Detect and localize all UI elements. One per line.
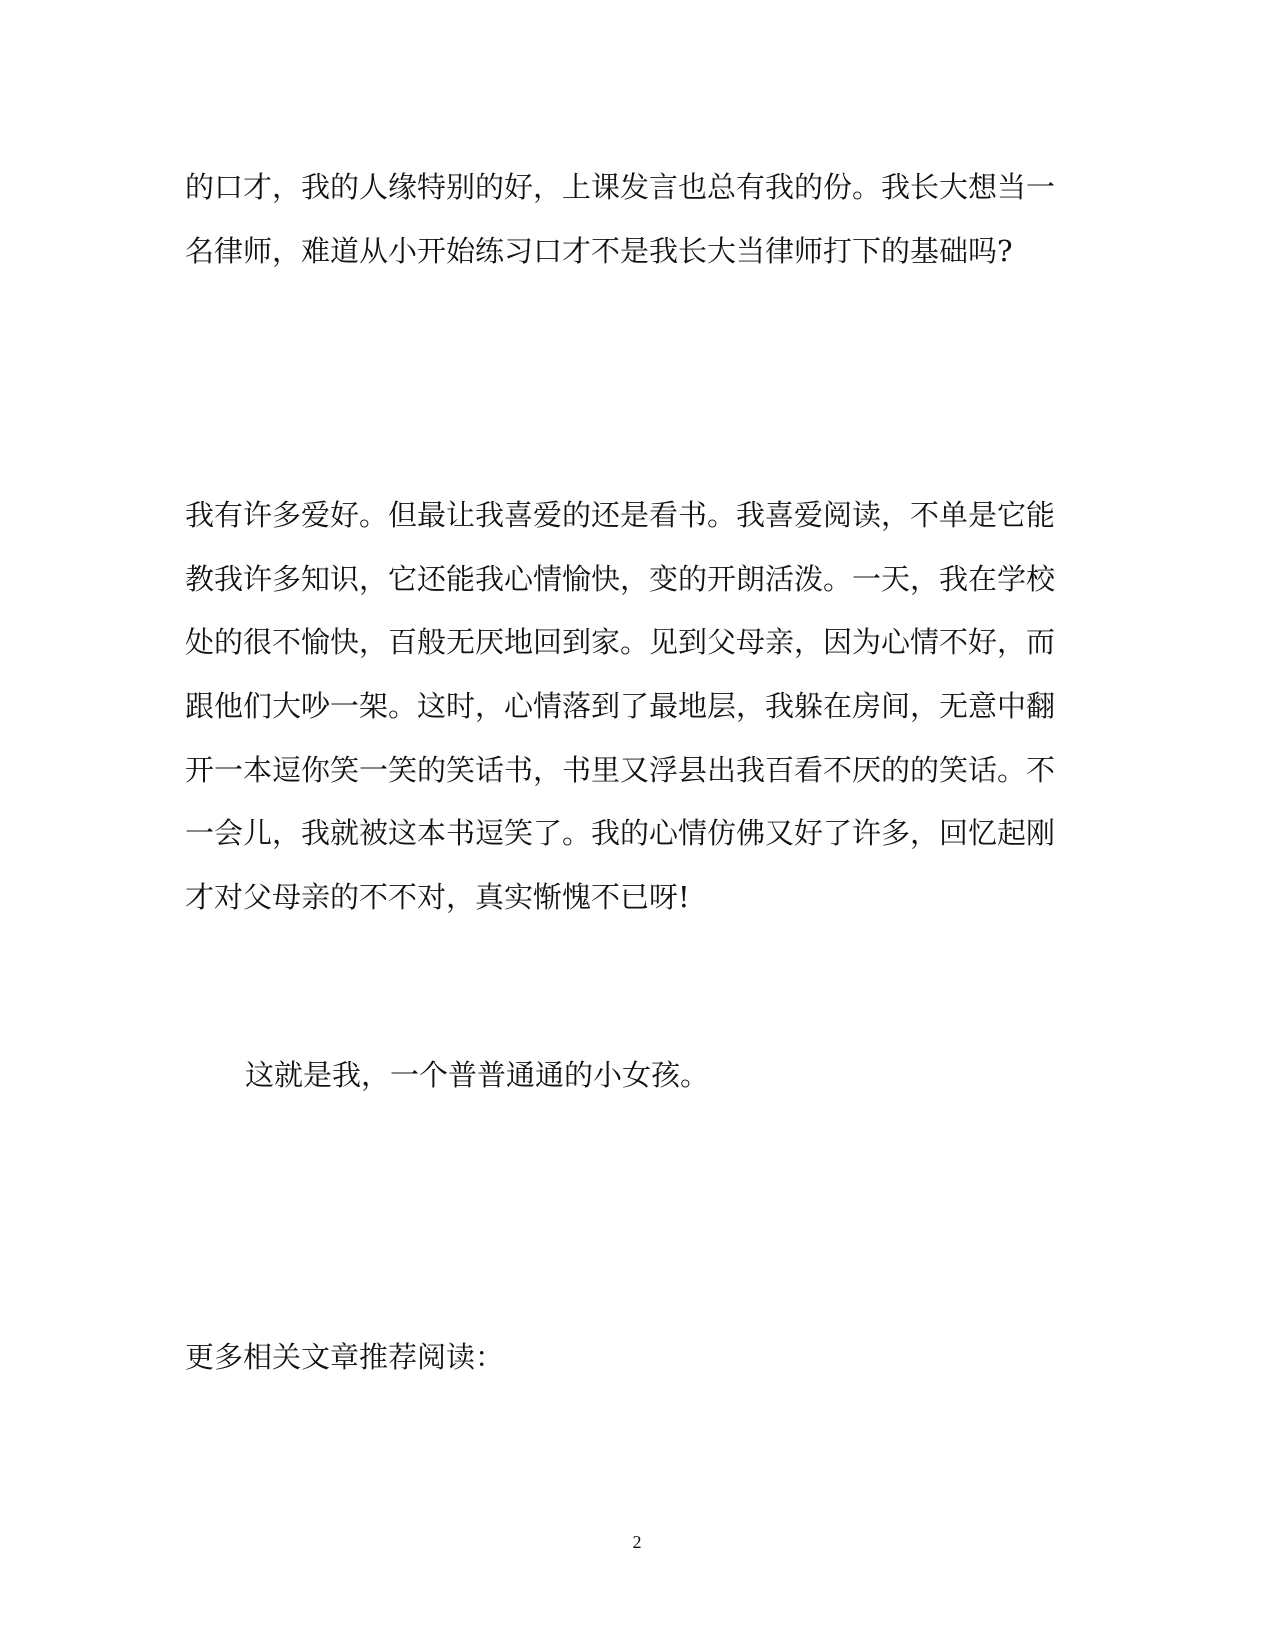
- text-line: 更多相关文章推荐阅读：: [185, 1340, 505, 1374]
- text-line: 我有许多爱好。但最让我喜爱的还是看书。我喜爱阅读，不单是它能: [185, 498, 1056, 532]
- text-line: 才对父母亲的不不对，真实惭愧不已呀!: [185, 880, 690, 915]
- related-articles-heading: [185, 1326, 1065, 1390]
- text-line: 跟他们大吵一架。这时，心情落到了最地层，我躲在房间，无意中翻: [185, 689, 1056, 724]
- text-line: 这就是我，一个普普通通的小女孩。: [245, 1058, 710, 1092]
- text-line: 名律师，难道从小开始练习口才不是我长大当律师打下的基础吗?: [185, 233, 1013, 268]
- paragraph-eloquence: [185, 156, 1065, 283]
- page-number: 2: [632, 1532, 642, 1552]
- paragraph-hobbies: [185, 484, 1065, 930]
- text-line: 教我许多知识，它还能我心情愉快，变的开朗活泼。一天，我在学校: [185, 561, 1056, 596]
- text-line: 的口才，我的人缘特别的好，上课发言也总有我的份。我长大想当一: [185, 170, 1056, 204]
- text-line: 开一本逗你笑一笑的笑话书，书里又浮县出我百看不厌的的笑话。不: [185, 752, 1056, 787]
- paragraph-conclusion: [245, 1044, 1125, 1108]
- text-line: 一会儿，我就被这本书逗笑了。我的心情仿佛又好了许多，回忆起刚: [185, 816, 1056, 851]
- text-line: 处的很不愉快，百般无厌地回到家。见到父母亲，因为心情不好，而: [185, 625, 1056, 660]
